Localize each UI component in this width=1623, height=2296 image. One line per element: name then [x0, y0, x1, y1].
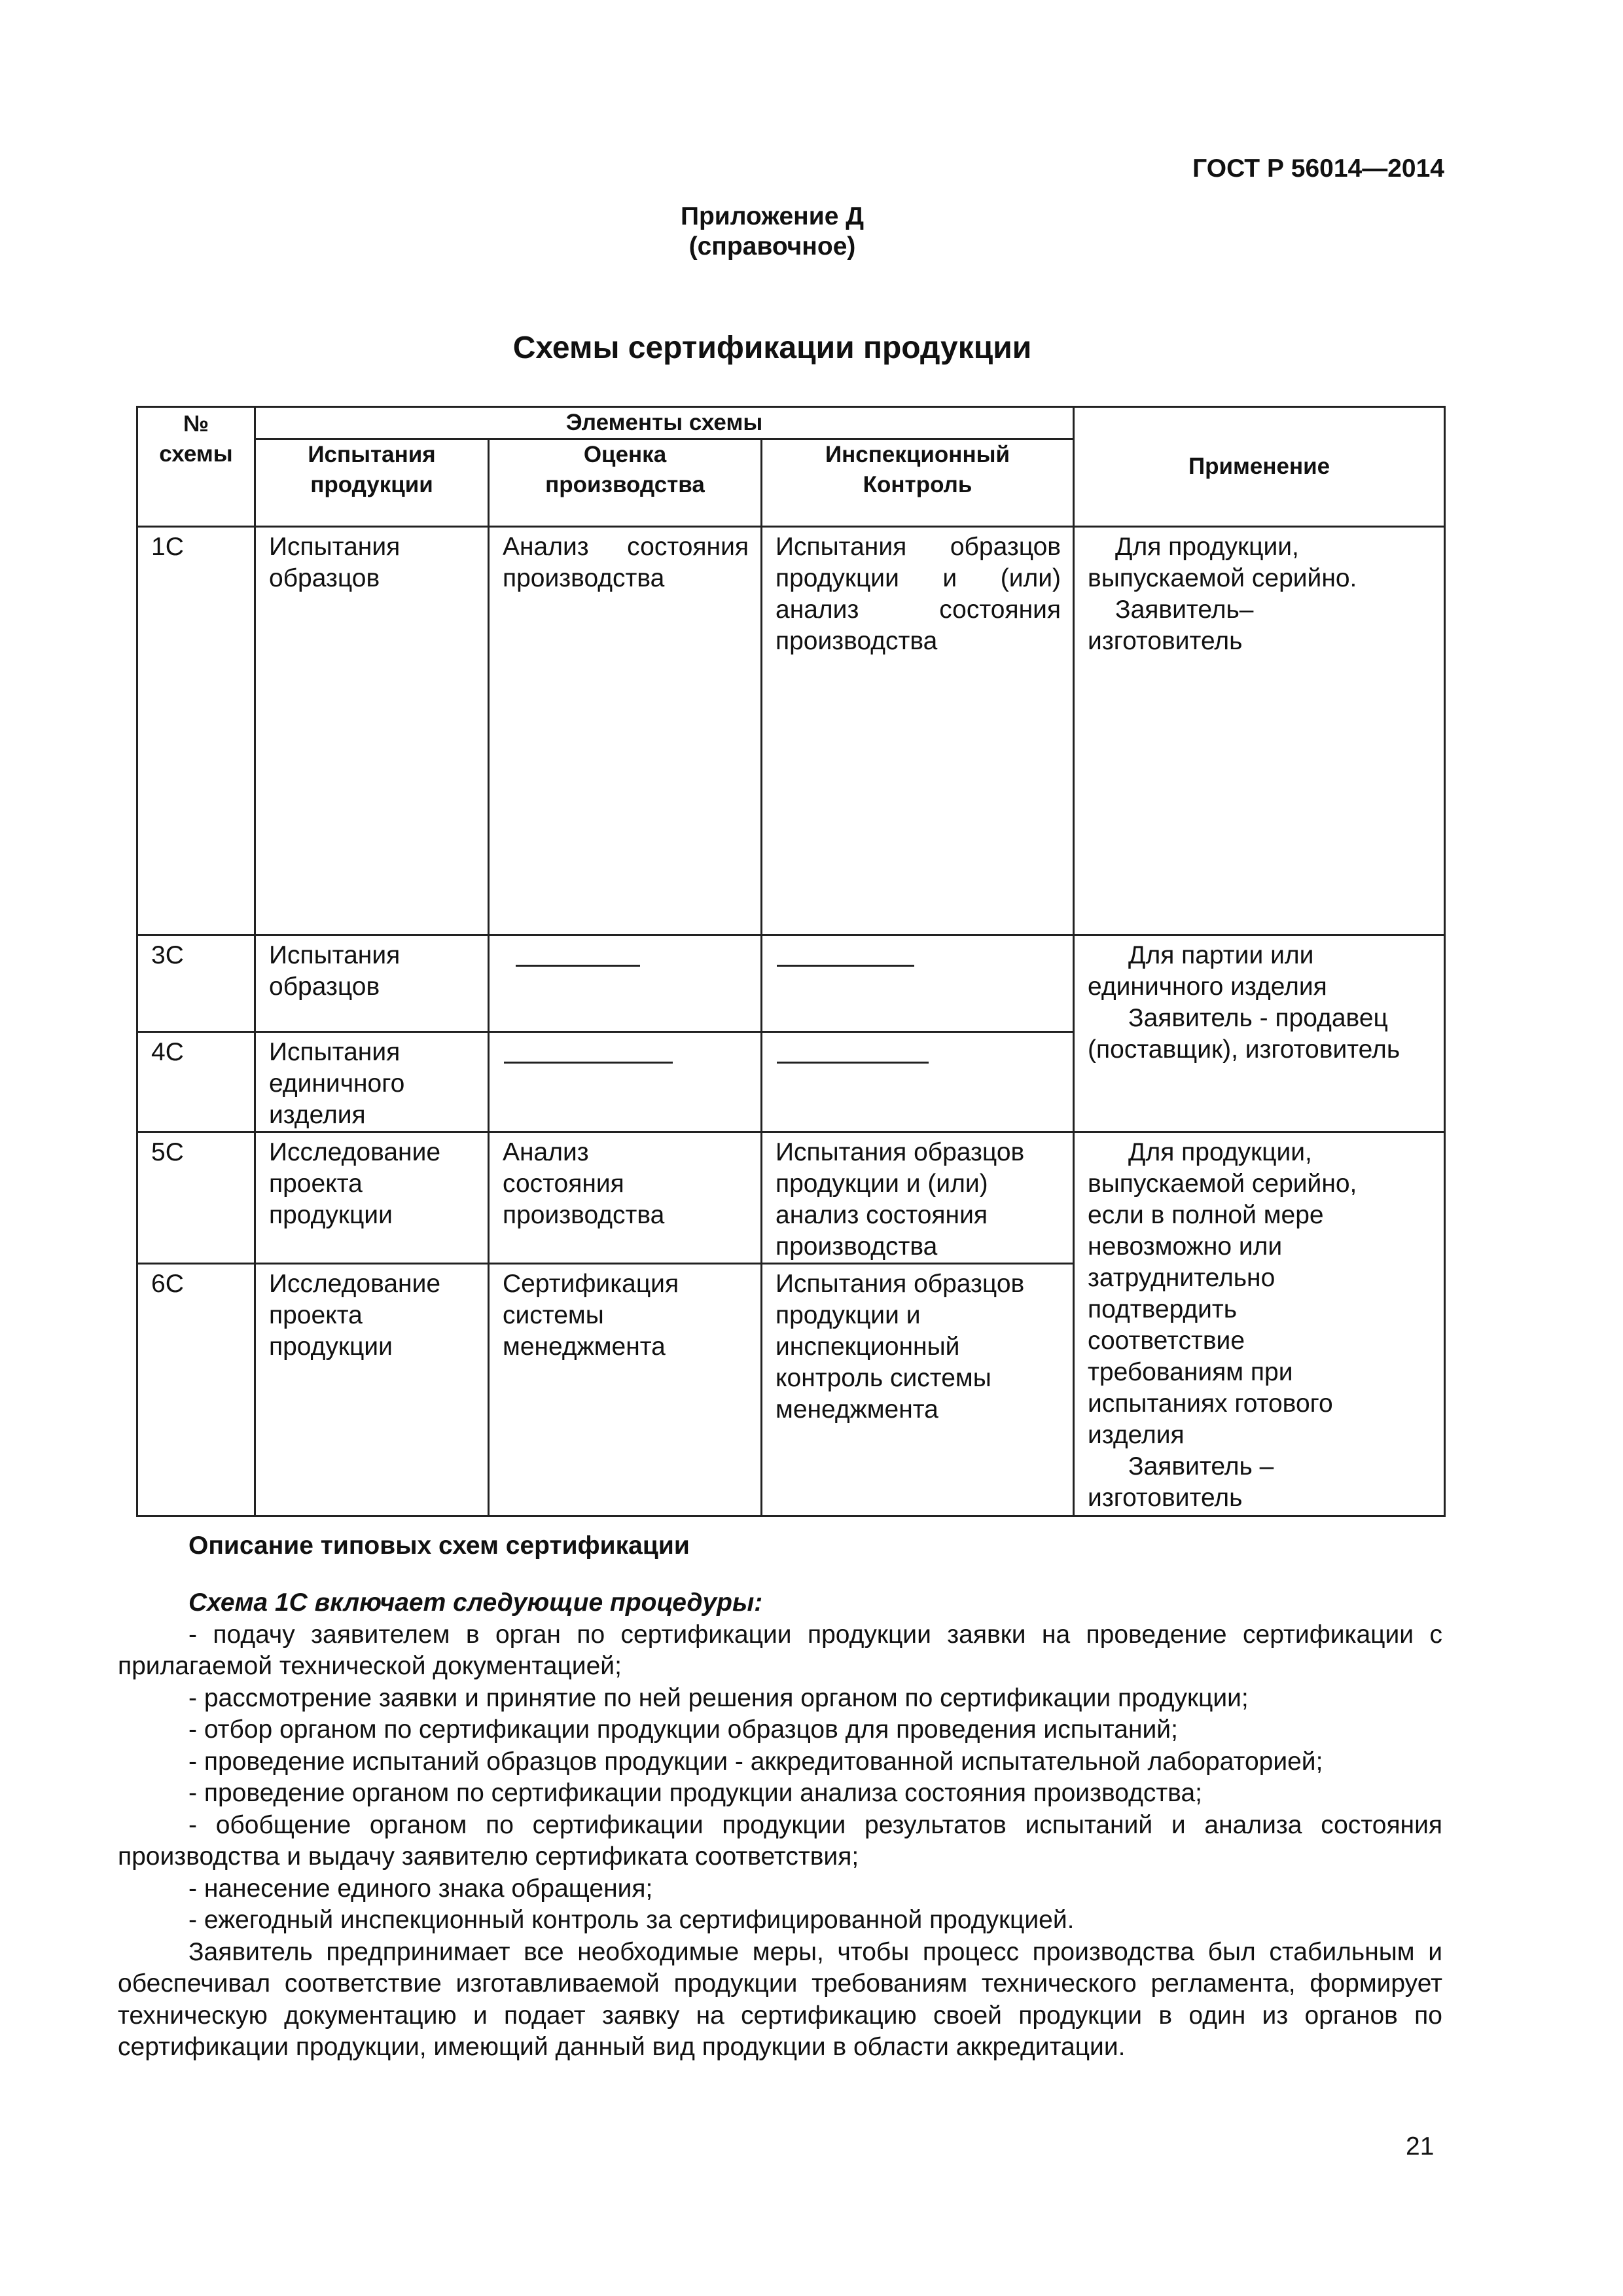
scheme-number — [137, 1032, 255, 1132]
production-assessment-text: Сертификация системы менеджмента — [503, 1270, 679, 1361]
page-number: 21 — [1406, 2132, 1435, 2161]
production-assessment-text: Анализ состояния производства — [503, 1138, 665, 1229]
header-production-assessment — [489, 439, 762, 527]
header-number-sign: № — [183, 411, 209, 437]
inspection-control-text: Испытания образцов продукции и инспекционный контроль системы менеджмента — [776, 1270, 1025, 1424]
header-scheme-elements: Элементы схемы — [255, 407, 1074, 439]
appendix-label: Приложение Д — [680, 202, 865, 230]
product-tests-text: Испытания единичного изделия — [269, 1038, 405, 1129]
header-tests-line1: Испытания — [308, 442, 436, 467]
procedure-item: - рассмотрение заявки и принятие по ней решения органом по сертификации продукции; — [188, 1683, 1249, 1712]
inspection-control-cell — [762, 1132, 1074, 1264]
procedure-item: - проведение испытаний образцов продукции - аккредитованной испытательной лабораторией; — [188, 1747, 1323, 1776]
description-heading: Описание типовых схем сертификации — [188, 1532, 690, 1560]
scheme-number-text: 5С — [151, 1138, 184, 1166]
product-tests-cell — [255, 935, 489, 1032]
table-header-row — [137, 407, 1445, 439]
header-assess-line1: Оценка — [583, 442, 667, 467]
header-product-tests — [255, 439, 489, 527]
standard-code: ГОСТ Р 56014—2014 — [1192, 154, 1444, 183]
header-application: Применение — [1074, 407, 1445, 527]
empty-dash — [777, 945, 914, 967]
certification-schemes-table — [136, 406, 1446, 1517]
empty-dash — [504, 1042, 673, 1064]
application-line: единичного изделия — [1088, 973, 1327, 1001]
product-tests-text: Испытания образцов — [269, 941, 401, 1001]
production-assessment-cell — [489, 1264, 762, 1516]
application-line: выпускаемой серийно, если в полной мере невозможно или затруднительно подтвердить соответствие требованиям при испытаниях готового изделия — [1088, 1170, 1357, 1449]
inspection-control-cell — [762, 1264, 1074, 1516]
procedure-item: - нанесение единого знака обращения; — [188, 1874, 653, 1903]
inspection-control-text: Испытания образцов продукции и (или) анализ состояния производства — [776, 533, 1061, 655]
scheme-number-text: 3С — [151, 941, 184, 969]
application-line: Для продукции, — [1128, 1138, 1312, 1166]
inspection-control-cell — [762, 1032, 1074, 1132]
empty-dash — [516, 945, 640, 967]
description-body — [118, 1587, 1442, 2064]
inspection-control-cell — [762, 527, 1074, 935]
application-line: Для продукции, — [1115, 533, 1299, 561]
product-tests-text: Исследование проекта продукции — [269, 1270, 441, 1361]
inspection-control-text: Испытания образцов продукции и (или) анализ состояния производства — [776, 1138, 1025, 1261]
production-assessment-text: Анализ состояния производства — [503, 533, 749, 592]
table-row — [137, 527, 1445, 935]
scheme-number — [137, 935, 255, 1032]
table-row — [137, 1132, 1445, 1264]
header-inspection-control — [762, 439, 1074, 527]
product-tests-text: Исследование проекта продукции — [269, 1138, 441, 1229]
appendix-type: (справочное) — [688, 232, 856, 260]
table-row — [137, 935, 1445, 1032]
scheme-number-text: 4С — [151, 1038, 184, 1066]
procedure-item: - проведение органом по сертификации продукции анализа состояния производства; — [188, 1779, 1202, 1807]
procedure-item: - отбор органом по сертификации продукции образцов для проведения испытаний; — [188, 1715, 1178, 1744]
header-scheme-number — [137, 407, 255, 527]
appendix-heading — [0, 202, 1544, 262]
scheme-number — [137, 1264, 255, 1516]
scheme-heading: Схема 1С включает следующие процедуры: — [188, 1588, 763, 1617]
application-line: выпускаемой серийно. — [1088, 564, 1357, 592]
application-line: Для партии или — [1128, 941, 1314, 969]
product-tests-cell — [255, 1132, 489, 1264]
production-assessment-cell — [489, 935, 762, 1032]
procedure-item: - подачу заявителем в орган по сертификации продукции заявки на проведение сертификации с прилагаемой технической документацией; — [118, 1620, 1442, 1680]
product-tests-text: Испытания образцов — [269, 533, 401, 592]
application-line: Заявитель – — [1128, 1452, 1274, 1480]
header-assess-line2: производства — [545, 472, 705, 497]
procedure-item: - обобщение органом по сертификации продукции результатов испытаний и анализа состояния производства и выдачу заявителю сертификата соответствия; — [118, 1810, 1442, 1871]
product-tests-cell — [255, 1032, 489, 1132]
production-assessment-cell — [489, 527, 762, 935]
scheme-number-text: 1С — [151, 533, 184, 561]
header-inspect-line2: Контроль — [863, 472, 972, 497]
procedure-item: - ежегодный инспекционный контроль за сертифицированной продукцией. — [188, 1906, 1075, 1934]
application-line: Заявитель - продавец — [1128, 1004, 1388, 1032]
scheme-number — [137, 527, 255, 935]
scheme-number-text: 6С — [151, 1270, 184, 1298]
production-assessment-cell — [489, 1132, 762, 1264]
production-assessment-cell — [489, 1032, 762, 1132]
application-line: изготовитель — [1088, 1484, 1243, 1512]
application-line: (поставщик), изготовитель — [1088, 1035, 1400, 1064]
header-tests-line2: продукции — [310, 472, 433, 497]
empty-dash — [777, 1042, 929, 1064]
header-number-label: схемы — [159, 441, 233, 467]
inspection-control-cell — [762, 935, 1074, 1032]
product-tests-cell — [255, 527, 489, 935]
header-inspect-line1: Инспекционный — [825, 442, 1010, 467]
applicant-paragraph: Заявитель предпринимает все необходимые меры, чтобы процесс производства был стабильным и обеспечивал соответствие изготавливаемой продукции требованиям технического регламента, формирует техническую документацию и подает заявку на сертификацию своей продукции в один из органов по сертификации продукции, имеющий данный вид продукции в области аккредитации. — [118, 1937, 1442, 2061]
application-cell — [1074, 527, 1445, 935]
scheme-number — [137, 1132, 255, 1264]
application-cell — [1074, 935, 1445, 1132]
document-title: Схемы сертификации продукции — [512, 331, 1032, 365]
application-line: Заявитель– — [1115, 596, 1254, 624]
application-line: изготовитель — [1088, 627, 1243, 655]
application-cell — [1074, 1132, 1445, 1516]
product-tests-cell — [255, 1264, 489, 1516]
